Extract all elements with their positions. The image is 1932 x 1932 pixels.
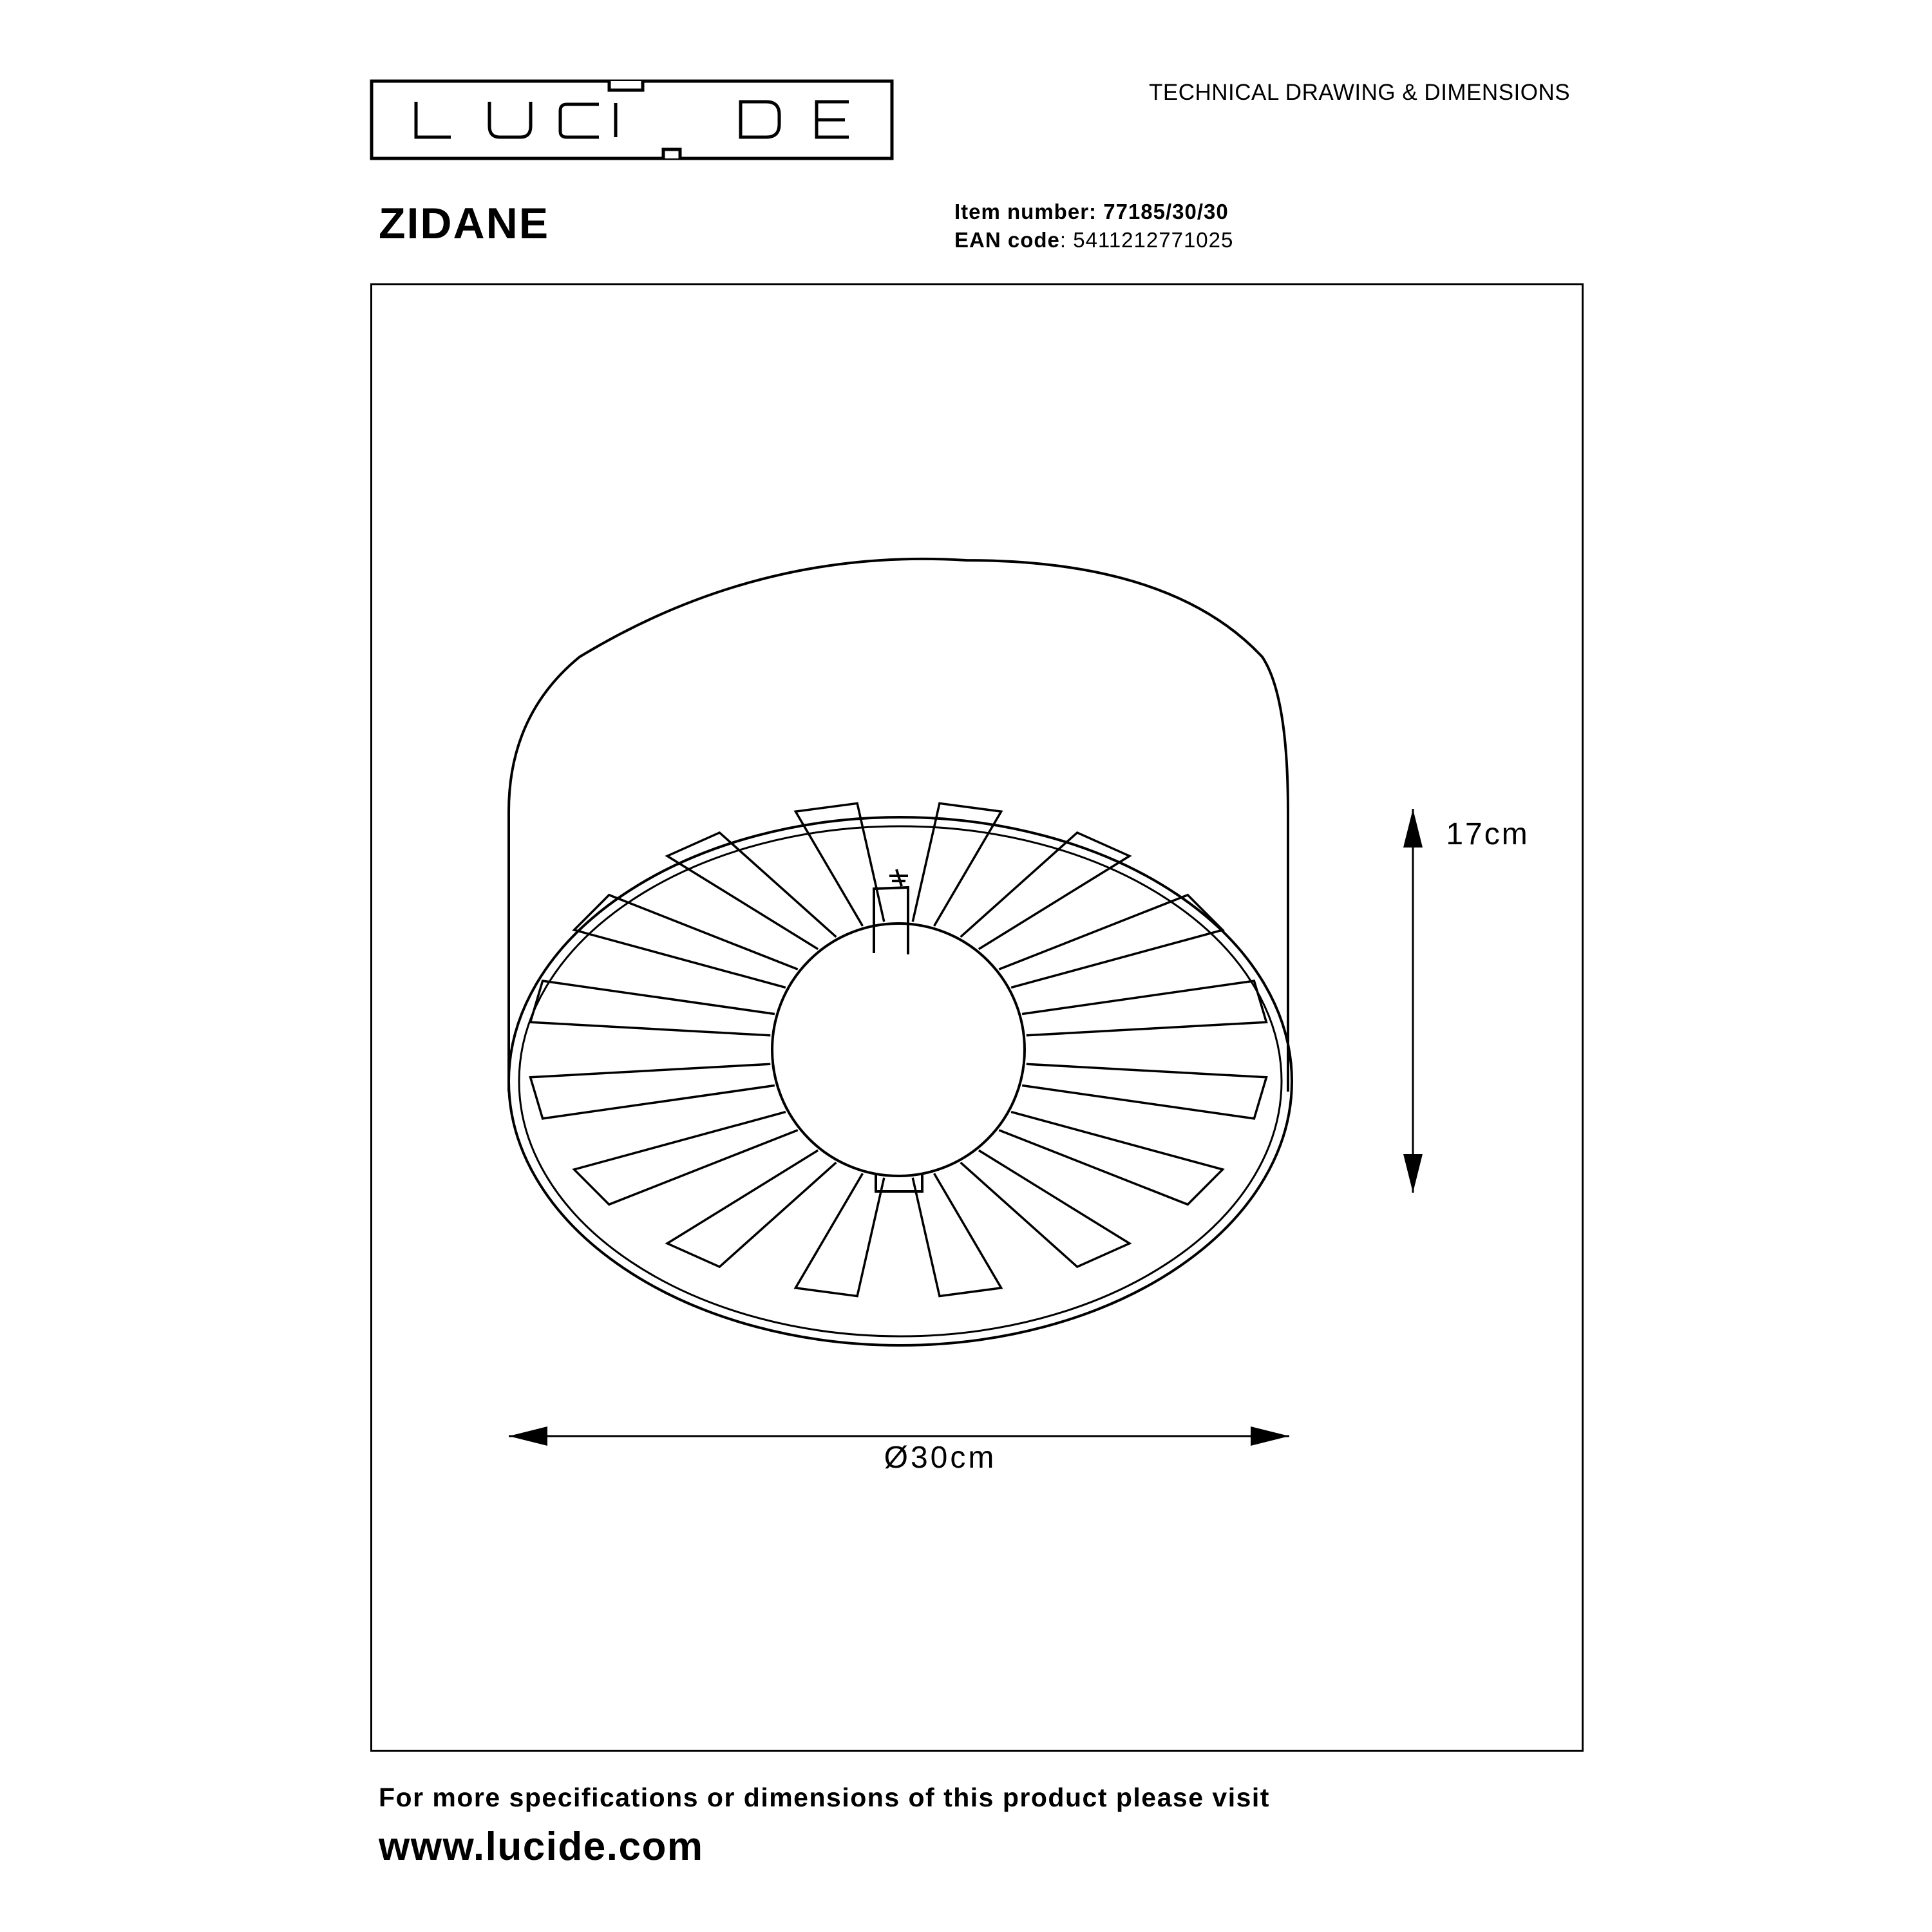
lamp-fin	[913, 1173, 1001, 1296]
lamp-hub	[772, 923, 1025, 1176]
lamp-fin	[667, 833, 836, 949]
diameter-dimension-label: Ø30cm	[884, 1441, 997, 1475]
lamp-fin	[961, 833, 1130, 949]
lamp-fin	[574, 895, 798, 988]
ean-code-label: EAN code	[954, 228, 1060, 252]
lamp-fin	[1022, 981, 1266, 1036]
lamp-fin	[999, 1112, 1222, 1205]
item-number-value: 77185/30/30	[1103, 200, 1229, 223]
lamp-rim-outer	[509, 817, 1292, 1345]
lamp-body-outline	[509, 559, 1288, 1092]
document-title: TECHNICAL DRAWING & DIMENSIONS	[1149, 80, 1571, 105]
lamp-fin	[531, 981, 775, 1036]
lamp-fin	[667, 1150, 836, 1267]
ean-code: EAN code: 5411212771025	[954, 228, 1234, 252]
footer-note: For more specifications or dimensions of this product please visit	[379, 1783, 1270, 1812]
lamp-fin	[795, 1173, 884, 1296]
lamp-fin	[1022, 1064, 1266, 1119]
lamp-fin	[961, 1150, 1130, 1267]
ean-code-value: 5411212771025	[1073, 228, 1234, 252]
lamp-fin	[531, 1064, 775, 1119]
footer-url[interactable]: www.lucide.com	[379, 1824, 704, 1869]
item-number: Item number: 77185/30/30	[954, 200, 1229, 223]
lamp-fin	[913, 803, 1001, 925]
item-number-label: Item number	[954, 200, 1090, 223]
product-name: ZIDANE	[379, 199, 550, 248]
lamp-fin	[999, 895, 1222, 988]
lamp-fin	[574, 1112, 798, 1205]
lamp-fin	[795, 803, 884, 925]
height-dimension-label: 17cm	[1446, 817, 1530, 851]
